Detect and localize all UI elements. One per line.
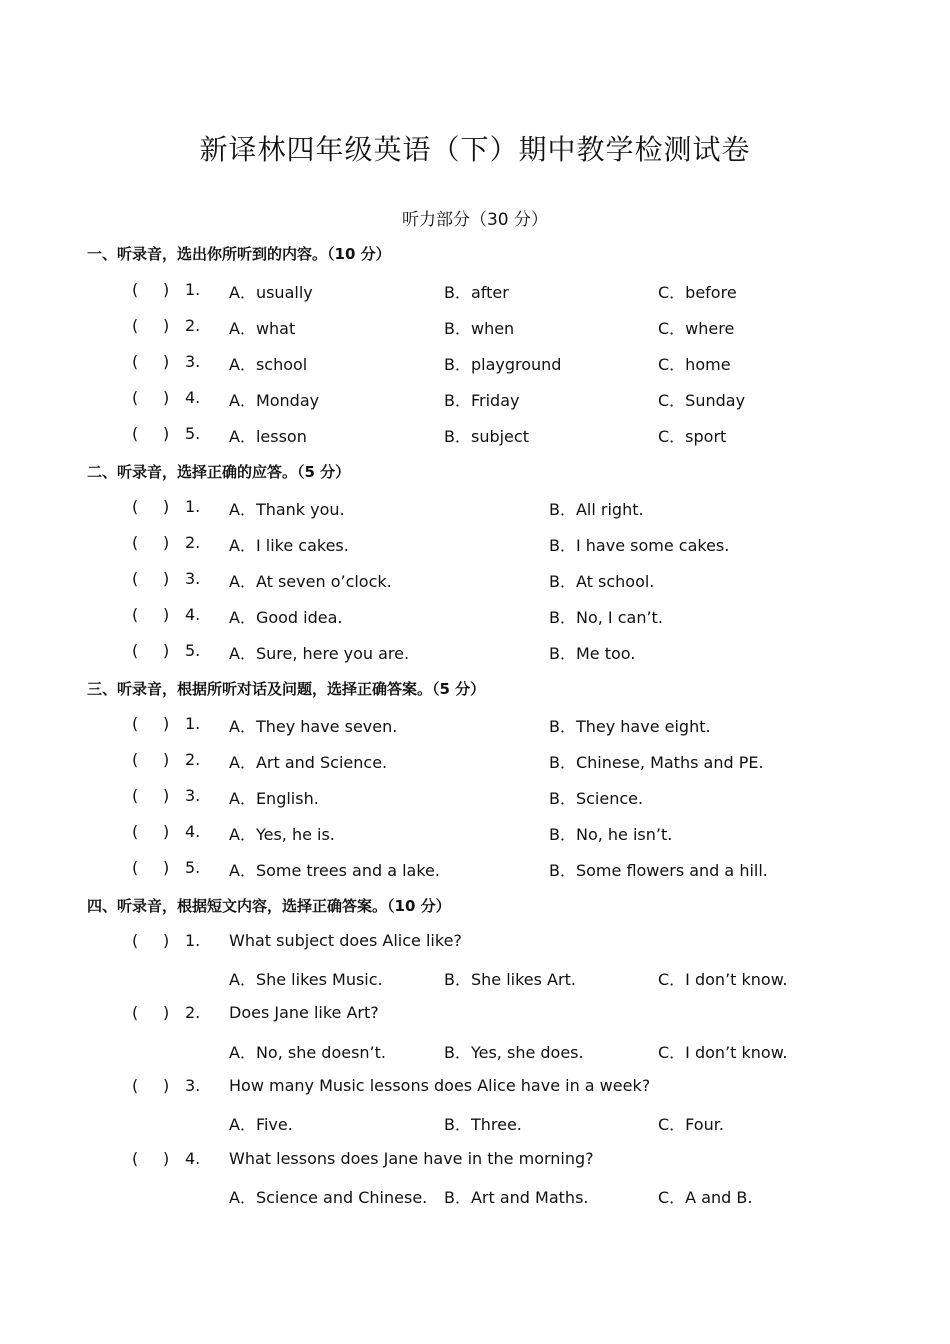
answer-paren-open[interactable]: (	[132, 786, 139, 805]
question-number: 3.	[185, 1076, 201, 1095]
option-c: C．Sunday	[658, 391, 746, 410]
answer-paren-open[interactable]: (	[132, 316, 139, 335]
question-number: 3.	[185, 786, 201, 805]
option-b: B．Science.	[549, 789, 644, 808]
option-a: A．English.	[229, 789, 319, 808]
option-b: B．I have some cakes.	[549, 536, 730, 555]
options-row	[0, 1185, 950, 1209]
option-a: A．school	[229, 355, 308, 374]
answer-paren-open[interactable]: (	[132, 750, 139, 769]
question-row	[0, 1149, 950, 1173]
question-row	[0, 750, 950, 774]
question-row	[0, 641, 950, 665]
answer-paren-open[interactable]: (	[132, 1149, 139, 1168]
answer-paren-open[interactable]: (	[132, 605, 139, 624]
option-a: A．what	[229, 319, 296, 338]
question-text: What lessons does Jane have in the morning?	[229, 1149, 594, 1168]
question-number: 5.	[185, 424, 201, 443]
question-row	[0, 822, 950, 846]
option-b: B．Friday	[444, 391, 520, 410]
answer-paren-open[interactable]: (	[132, 1076, 139, 1095]
option-b: B．when	[444, 319, 515, 338]
option-a: A．No, she doesn’t.	[229, 1043, 386, 1062]
question-text: How many Music lessons does Alice have in a week?	[229, 1076, 651, 1095]
answer-paren-close: )	[163, 714, 170, 733]
question-row	[0, 931, 950, 955]
question-number: 3.	[185, 352, 201, 371]
options-row	[0, 1112, 950, 1136]
answer-paren-open[interactable]: (	[132, 280, 139, 299]
section-2-heading: 二、听录音，选择正确的应答。（5 分）	[87, 463, 351, 481]
question-row	[0, 1003, 950, 1027]
option-a: A．lesson	[229, 427, 307, 446]
section-3-heading: 三、听录音，根据所听对话及问题，选择正确答案。（5 分）	[87, 680, 486, 698]
question-number: 5.	[185, 641, 201, 660]
option-b: B．No, I can’t.	[549, 608, 663, 627]
option-b: B．Art and Maths.	[444, 1188, 589, 1207]
question-number: 4.	[185, 1149, 201, 1168]
option-b: B．after	[444, 283, 509, 302]
answer-paren-open[interactable]: (	[132, 352, 139, 371]
option-b: B．Some flowers and a hill.	[549, 861, 768, 880]
question-text: Does Jane like Art?	[229, 1003, 379, 1022]
question-row	[0, 605, 950, 629]
option-a: A．Good idea.	[229, 608, 343, 627]
answer-paren-close: )	[163, 750, 170, 769]
question-row	[0, 786, 950, 810]
option-b: B．They have eight.	[549, 717, 711, 736]
answer-paren-open[interactable]: (	[132, 533, 139, 552]
option-a: A．Art and Science.	[229, 753, 388, 772]
option-a: A．At seven o’clock.	[229, 572, 392, 591]
option-b: B．Three.	[444, 1115, 522, 1134]
option-c: C．I don’t know.	[658, 1043, 788, 1062]
answer-paren-open[interactable]: (	[132, 714, 139, 733]
question-row	[0, 316, 950, 340]
question-row	[0, 280, 950, 304]
option-a: A．I like cakes.	[229, 536, 349, 555]
question-row	[0, 1076, 950, 1100]
option-b: B．subject	[444, 427, 529, 446]
answer-paren-close: )	[163, 280, 170, 299]
option-a: A．Yes, he is.	[229, 825, 335, 844]
question-row	[0, 497, 950, 521]
question-row	[0, 858, 950, 882]
answer-paren-close: )	[163, 641, 170, 660]
option-a: A．Monday	[229, 391, 320, 410]
option-a: A．usually	[229, 283, 313, 302]
option-c: C．Four.	[658, 1115, 724, 1134]
answer-paren-open[interactable]: (	[132, 1003, 139, 1022]
answer-paren-close: )	[163, 388, 170, 407]
answer-paren-close: )	[163, 1003, 170, 1022]
answer-paren-open[interactable]: (	[132, 641, 139, 660]
answer-paren-close: )	[163, 316, 170, 335]
answer-paren-close: )	[163, 605, 170, 624]
answer-paren-open[interactable]: (	[132, 388, 139, 407]
option-c: C．A and B.	[658, 1188, 753, 1207]
question-text: What subject does Alice like?	[229, 931, 462, 950]
answer-paren-close: )	[163, 352, 170, 371]
options-row	[0, 1040, 950, 1064]
question-row	[0, 388, 950, 412]
option-b: B．Yes, she does.	[444, 1043, 584, 1062]
option-c: C．sport	[658, 427, 727, 446]
question-number: 4.	[185, 605, 201, 624]
question-row	[0, 533, 950, 557]
option-b: B．All right.	[549, 500, 644, 519]
option-b: B．No, he isn’t.	[549, 825, 673, 844]
answer-paren-open[interactable]: (	[132, 497, 139, 516]
option-b: B．At school.	[549, 572, 655, 591]
question-number: 1.	[185, 280, 201, 299]
option-c: C．home	[658, 355, 731, 374]
option-a: A．Science and Chinese.	[229, 1188, 428, 1207]
option-a: A．Thank you.	[229, 500, 345, 519]
answer-paren-close: )	[163, 424, 170, 443]
question-number: 4.	[185, 388, 201, 407]
options-row	[0, 967, 950, 991]
section-1-heading: 一、听录音，选出你所听到的内容。（10 分）	[87, 245, 391, 263]
question-number: 5.	[185, 858, 201, 877]
answer-paren-close: )	[163, 931, 170, 950]
question-number: 1.	[185, 931, 201, 950]
answer-paren-close: )	[163, 569, 170, 588]
answer-paren-close: )	[163, 1076, 170, 1095]
answer-paren-close: )	[163, 1149, 170, 1168]
question-number: 1.	[185, 714, 201, 733]
answer-paren-open[interactable]: (	[132, 822, 139, 841]
answer-paren-close: )	[163, 822, 170, 841]
option-a: A．She likes Music.	[229, 970, 383, 989]
question-row	[0, 424, 950, 448]
question-number: 3.	[185, 569, 201, 588]
option-c: C．where	[658, 319, 735, 338]
question-row	[0, 714, 950, 738]
section-4-heading: 四、听录音，根据短文内容，选择正确答案。（10 分）	[87, 897, 451, 915]
answer-paren-open[interactable]: (	[132, 858, 139, 877]
question-row	[0, 352, 950, 376]
page-subtitle: 听力部分（30 分）	[401, 210, 549, 230]
option-a: A．They have seven.	[229, 717, 398, 736]
option-c: C．before	[658, 283, 737, 302]
option-b: B．She likes Art.	[444, 970, 576, 989]
option-a: A．Sure, here you are.	[229, 644, 410, 663]
question-number: 1.	[185, 497, 201, 516]
answer-paren-close: )	[163, 497, 170, 516]
answer-paren-close: )	[163, 858, 170, 877]
page-title: 新译林四年级英语（下）期中教学检测试卷	[199, 133, 751, 166]
option-b: B．Me too.	[549, 644, 636, 663]
question-number: 2.	[185, 750, 201, 769]
option-a: A．Some trees and a lake.	[229, 861, 440, 880]
answer-paren-open[interactable]: (	[132, 424, 139, 443]
question-number: 4.	[185, 822, 201, 841]
option-b: B．playground	[444, 355, 562, 374]
question-number: 2.	[185, 533, 201, 552]
option-a: A．Five.	[229, 1115, 293, 1134]
answer-paren-close: )	[163, 786, 170, 805]
question-row	[0, 569, 950, 593]
answer-paren-open[interactable]: (	[132, 569, 139, 588]
option-b: B．Chinese, Maths and PE.	[549, 753, 764, 772]
question-number: 2.	[185, 1003, 201, 1022]
answer-paren-close: )	[163, 533, 170, 552]
option-c: C．I don’t know.	[658, 970, 788, 989]
question-number: 2.	[185, 316, 201, 335]
answer-paren-open[interactable]: (	[132, 931, 139, 950]
